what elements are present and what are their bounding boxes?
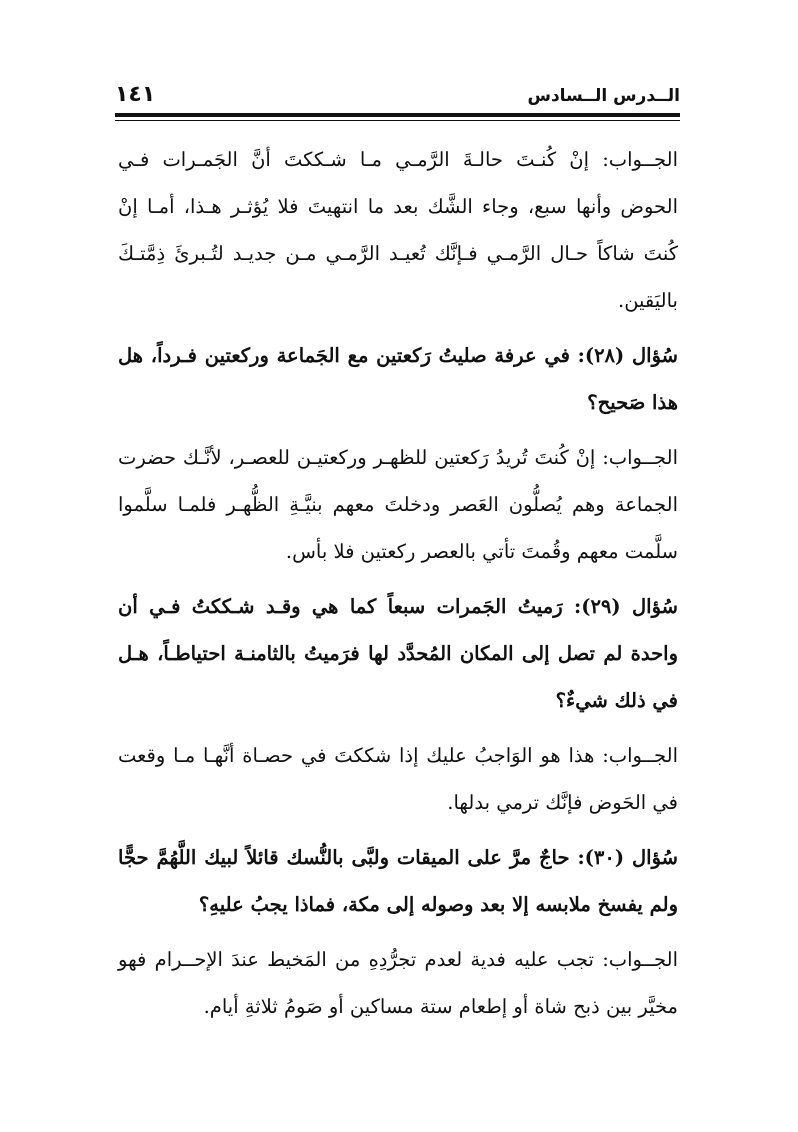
answer-paragraph: الجــواب: إنْ كُنتَ تُريدُ رَكعتين للظهـر وركعتيـن للعصـر، لأنَّـك حضرت الجماعة وهم يُصلُّون العَصر ودخلتَ معهم بنيَّـةِ الظُّهـر فلمـا سلَّموا سلَّمت معهم وقُمتَ تأتي بالعصر ركعتين فلا بأس. bbox=[118, 446, 678, 563]
header-rule-thin bbox=[115, 120, 680, 121]
question-paragraph: سُؤال (٣٠): حاجٌ مرَّ على الميقات ولبَّى بالنُّسك قائلاً لبيك اللَّهُمَّ حجًّا ولم يفسخ ملابسه إلا بعد وصوله إلى مكة، فماذا يجبُ عليهِ؟ bbox=[118, 846, 678, 916]
question-paragraph: سُؤال (٢٨): في عرفة صليتُ رَكعتين مع الجَماعة وركعتين فـرداً، هل هذا صَحيح؟ bbox=[118, 344, 678, 414]
answer-paragraph: الجــواب: إنْ كُنـتَ حالـةَ الرَّمـي مـا شـككتَ أنَّ الجَمـرات فـي الحوض وأنها سبع، وجاء الشَّك بعد ما انتهيتَ فلا يُؤثـر هـذا، أمـا إنْ كُنتَ شاكاً حـال الرَّمـي فـإنَّك تُعيـد الرَّمـي مـن جديـد لتُـبرئَ ذِمَّتـكَ باليَقين. bbox=[118, 148, 678, 312]
page-number: ١٤١ bbox=[115, 82, 156, 107]
running-header bbox=[115, 82, 680, 112]
question-paragraph: سُؤال (٢٩): رَميتُ الجَمرات سبعاً كما هي وقـد شـككتُ فـي أن واحدة لم تصل إلى المكان المُحدَّد لها فرَميتُ بالثامنـة احتياطـاً، هـل في ذلك شيءٌ؟ bbox=[118, 595, 678, 712]
page-body bbox=[118, 136, 678, 1030]
answer-paragraph: الجــواب: تجب عليه فدية لعدم تجرُّدِهِ من المَخيط عندَ الإحــرام فهو مخيَّر بين ذبح شاة أو إطعام ستة مساكين أو صَومُ ثلاثةِ أيام. bbox=[118, 948, 678, 1018]
answer-paragraph: الجــواب: هذا هو الوَاجبُ عليك إذا شككتَ في حصـاة أنَّهـا مـا وقعت في الحَوض فإنَّك ترمي بدلها. bbox=[118, 744, 678, 814]
chapter-title: الــدرس الــسادس bbox=[527, 86, 680, 106]
header-rule-thick bbox=[115, 113, 680, 117]
